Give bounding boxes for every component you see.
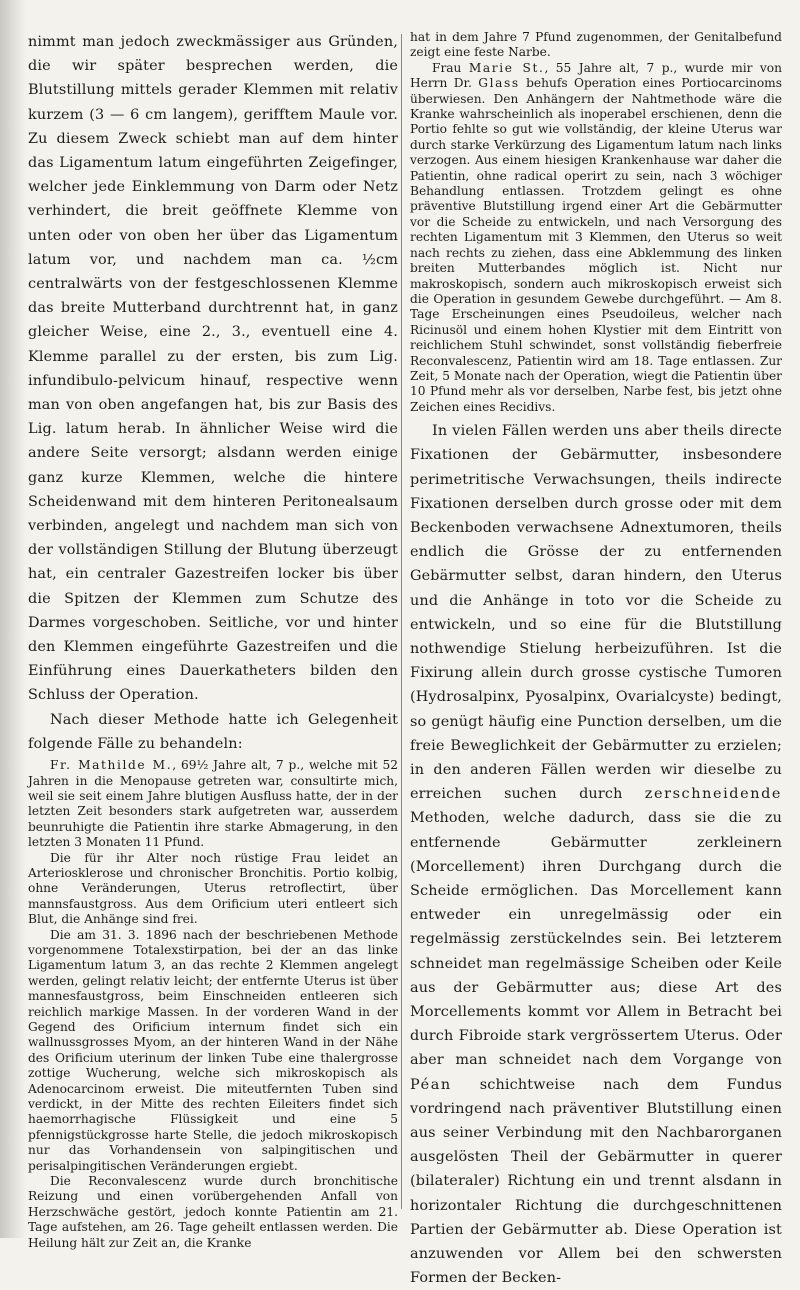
case-2-doctor-name: Glass — [478, 76, 520, 91]
name-pean: Péan — [410, 1076, 452, 1093]
right-column — [410, 30, 782, 1290]
case-2-report — [410, 61, 782, 415]
case-1-findings: Die für ihr Alter noch rüstige Frau leidet an Arteriosklerose und chronischer Bronchitis. Portio kolbig, ohne Veränderungen, Uterus retroflectirt, über mannsfaustgross. Aus dem Orificium uteri entleert sich Blut, die Anhänge sind frei. — [28, 850, 398, 927]
left-paragraph-1: nimmt man jedoch zweckmässiger aus Gründen, die wir später besprechen werden, die Blutstillung mittels gerader Klemmen mit relativ kurzem (3 — 6 cm langem), gerifftem Maule vor. Zu diesem Zweck schiebt man auf dem hinter das Ligamentum latum eingeführten Zeigefinger, welcher jede Einklemmung von Darm oder Netz verhindert, die breit geöffnete Klemme von unten oder von oben her über das Ligamentum latum vor, und nachdem man ca. ½cm centralwärts von der festgeschlossenen Klemme das breite Mutterband durchtrennt hat, in ganz gleicher Weise, eine 2., 3., eventuell eine 4. Klemme parallel zu der ersten, bis zum Lig. infundibulo-pelvicum hinauf, respective wenn man von oben angefangen hat, bis zur Basis des Lig. latum herab. In ähnlicher Weise wird die andere Seite versorgt; alsdann werden einige ganz kurze Klemmen, welche die hintere Scheidenwand mit dem hinteren Peritonealsaum verbinden, angelegt und nachdem man sich von der vollständigen Stillung der Blutung überzeugt hat, ein centraler Gazestreifen locker bis über die Spitzen der Klemmen zum Schutze des Darmes vorgeschoben. Seitliche, vor und hinter den Klemmen eingeführte Gazestreifen und die Einführung eines Dauerkatheters bilden den Schluss der Operation. — [28, 34, 398, 704]
case-1-history-text: , 69½ Jahre alt, 7 p., welche mit 52 Jahren in die Menopause getreten war, consultirte mich, weil sie seit einem Jahre blutigen Ausfluss hatte, der in der letzten Zeit besonders stark aufgetreten war, ausserdem beunruhigte die Patientin ihre starke Abmagerung, in den letzten 3 Monaten 11 Pfund. — [28, 758, 398, 850]
case-1-operation: Die am 31. 3. 1896 nach der beschriebenen Methode vorgenommene Totalexstirpation, bei der an das linke Ligamentum latum 3, an das rechte 2 Klemmen angelegt werden, gelingt relativ leicht; der entfernte Uterus ist über mannesfaustgross, beim Einschneiden entleeren sich reichlich markige Massen. In der vorderen Wand in der Gegend des Orificium internum findet sich ein wallnussgrosses Myom, an der hinteren Wand in der Nähe des Orificium uterinum der linken Tube eine thalergrosse zottige Wucherung, welche sich mikroskopisch als Adenocarcinom erweist. Die miteutfernten Tuben sind verdickt, in der Mitte des rechten Eileiters findet sich haemorrhagische Flüssigkeit und eine 5 pfennigstückgrosse harte Stelle, die jedoch mikroskopisch nur das Vorhandensein von salpingitischen und perisalpingitischen Veränderungen ergiebt. — [28, 927, 398, 1173]
morcellement-text-c: schichtweise nach dem Fundus vordringend nach präventiver Blutstillung einen aus seiner Verbindung mit den Nachbarorganen ausgelösten Theil der Gebärmutter in querer (bilateraler) Richtung ein und trennt alsdann in horizontaler Richtung die durchgeschnittenen Partien der Gebärmutter ab. Diese Operation ist anzuwenden vor Allem bei den schwersten Formen der Becken- — [410, 1076, 782, 1287]
case-2-intro: Frau — [432, 60, 469, 75]
case-1-outcome: hat in dem Jahre 7 Pfund zugenommen, der Genitalbefund zeigt eine feste Narbe. — [410, 30, 782, 60]
morcellement-text-a: In vielen Fällen werden uns aber theils directe Fixationen der Gebärmutter, insbesondere perimetritische Verwachsungen, theils indirecte Fixationen derselben durch grosse oder mit dem Beckenboden verwachsene Adnextumoren, theils endlich die Grösse der zu entfernenden Gebärmutter selbst, daran hindern, den Uterus und die Anhänge in toto vor die Scheide zu entwickeln, und so eine für die Blutstillung nothwendige Stielung herbeizuführen. Ist die Fixirung allein durch grosse cystische Tumoren (Hydrosalpinx, Pyosalpinx, Ovarialcyste) bedingt, so genügt häufig eine Punction derselben, um die freie Beweglichkeit der Gebärmutter zu erzielen; in den anderen Fällen werden wir dieselbe zu erreichen suchen durch — [410, 423, 782, 803]
case-1-history — [28, 758, 398, 850]
left-paragraph-2: Nach dieser Methode hatte ich Gelegenheit folgende Fälle zu behandeln: — [28, 711, 398, 752]
right-case-report — [410, 30, 782, 415]
left-body-large — [28, 30, 398, 756]
column-divider — [401, 34, 402, 1209]
page-binding-shadow — [0, 0, 26, 1238]
right-paragraph-morcellement — [410, 419, 782, 1290]
case-2-text: behufs Operation eines Portiocarcinoms überwiesen. Den Anhängern der Nahtmethode wäre die Kranke wahrscheinlich als inoperabel erschienen, denn die Portio fehlte so gut wie vollständig, der kleine Uterus war durch starke Verkürzung des Ligamentum latum nach links verzogen. Aus einem hiesigen Krankenhause war daher die Patientin, ohne radical operirt zu sein, nach 3 wöchiger Behandlung entlassen. Trotzdem gelingt es ohne präventive Blutstillung irgend einer Art die Gebärmutter vor die Scheide zu entwickeln, und nach Versorgung des rechten Ligamentum mit 3 Klemmen, den Uterus so weit nach rechts zu ziehen, dass eine Abklemmung des linken breiten Mutterbandes möglich ist. Nicht nur makroskopisch, sondern auch mikroskopisch erweist sich die Operation in gesundem Gewebe durchgeführt. — Am 8. Tage Erscheinungen eines Pseudoileus, welcher nach Ricinusöl und einem hohen Klystier mit dem Eintritt von reichlichem Stuhl schwindet, sonst vollständig fieberfreie Reconvalescenz, Patientin wird am 18. Tage entlassen. Zur Zeit, 5 Monate nach der Operation, wiegt die Patientin über 10 Pfund mehr als vor derselben, Narbe fest, bis jetzt ohne Zeichen eines Recidivs. — [410, 76, 782, 414]
case-2-mid: , 55 Jahre alt, 7 p., wurde mir von Herrn Dr. — [410, 60, 782, 91]
term-zerschneidende: zerschneidende — [644, 786, 782, 803]
left-column — [28, 30, 398, 1251]
case-1-recovery: Die Reconvalescenz wurde durch bronchitische Reizung und einen vorübergehenden Anfall von Herzschwäche gestört, jedoch konnte Patientin am 21. Tage aufstehen, am 26. Tage geheilt entlassen werden. Die Heilung hält zur Zeit an, die Kranke — [28, 1174, 398, 1250]
right-body-large — [410, 419, 782, 1290]
case-2-patient-name: Marie St. — [468, 60, 545, 75]
case-1-patient-name: Fr. Mathilde M. — [50, 758, 173, 773]
left-case-report — [28, 758, 398, 1251]
morcellement-text-b: Methoden, welche dadurch, dass sie die zu entfernende Gebärmutter zerkleinern (Morcellement) ihren Durchgang durch die Scheide ermöglichen. Das Morcellement kann entweder ein unregelmässig oder ein regelmässig zerstückelndes sein. Bei letzterem schneidet man regelmässige Scheiben oder Keile aus der Gebärmutter aus; diese Art des Morcellements kommt vor Allem in Betracht bei durch Fibroide stark vergrössertem Uterus. Oder aber man schneidet nach dem Vorgange von — [410, 810, 782, 1069]
